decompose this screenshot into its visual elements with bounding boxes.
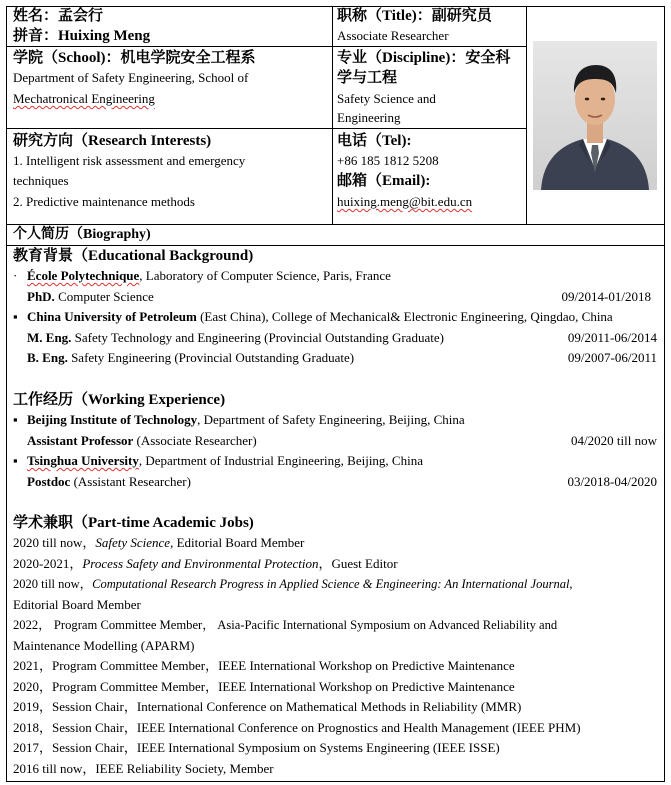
col-divider-1 xyxy=(332,6,333,224)
work-heading: 工作经历（Working Experience) xyxy=(13,392,226,408)
discipline-english-1: Safety Science and xyxy=(337,91,436,106)
col-divider-2 xyxy=(526,6,527,224)
name-line: 姓名：孟会行 xyxy=(13,8,104,24)
research-item-2: 2. Predictive maintenance methods xyxy=(13,194,195,209)
edu-1-degree: PhD. Computer Science xyxy=(27,289,154,304)
work-1-line: ▪ Beijing Institute of Technology, Department of Safety Engineering, Beijing, China xyxy=(13,412,465,427)
email-label: 邮箱（Email): xyxy=(337,173,431,189)
edu-1-date: 09/2014-01/2018 xyxy=(561,289,651,304)
edu-1-line: · École Polytechnique, Laboratory of Computer Science, Paris, France xyxy=(13,268,391,283)
edu-2-degree: M. Eng. Safety Technology and Engineering (Provincial Outstanding Graduate) xyxy=(27,330,444,345)
discipline-english-2: Engineering xyxy=(337,110,401,125)
work-2-line: ▪ Tsinghua University, Department of Industrial Engineering, Beijing, China xyxy=(13,453,423,468)
job-1: 2020 till now，Safety Science, Editorial Board Member xyxy=(13,535,305,550)
job-4: 2022， Program Committee Member， Asia-Pacific International Symposium on Advanced Reliability and xyxy=(13,618,558,632)
title-line: 职称（Title)：副研究员 xyxy=(337,8,492,24)
pinyin-line: 拼音：Huixing Meng xyxy=(13,28,151,44)
job-4-line-2: Maintenance Modelling (APARM) xyxy=(13,638,195,653)
tel-label: 电话（Tel): xyxy=(337,133,412,149)
biography-heading: 个人简历（Biography) xyxy=(13,227,151,242)
edu-2-line: ▪ China University of Petroleum (East China), College of Mechanical& Electronic Engineering, Qingdao, China xyxy=(13,309,613,324)
discipline-line-2: 学与工程 xyxy=(337,70,398,86)
job-6: 2020，Program Committee Member，IEEE International Workshop on Predictive Maintenance xyxy=(13,679,515,694)
job-8: 2018，Session Chair，IEEE International Conference on Prognostics and Health Management (IEEE PHM) xyxy=(13,720,581,735)
school-english-2: Mechatronical Engineering xyxy=(13,91,155,106)
research-item-1a: 1. Intelligent risk assessment and emergency xyxy=(13,153,246,168)
tel-value: +86 185 1812 5208 xyxy=(337,153,439,168)
work-1-role: Assistant Professor (Associate Researcher) xyxy=(27,433,257,448)
work-2-role: Postdoc (Assistant Researcher) xyxy=(27,474,191,489)
research-heading: 研究方向（Research Interests) xyxy=(13,133,212,149)
portrait-illustration xyxy=(533,41,657,190)
job-3: 2020 till now，Computational Research Progress in Applied Science & Engineering: An International Journal, xyxy=(13,577,573,591)
job-2: 2020-2021，Process Safety and Environmental Protection，Guest Editor xyxy=(13,556,398,571)
title-english: Associate Researcher xyxy=(337,28,449,43)
portrait-photo xyxy=(533,41,657,190)
row-divider-1 xyxy=(6,46,526,47)
job-9: 2017，Session Chair，IEEE International Symposium on Systems Engineering (IEEE ISSE) xyxy=(13,740,500,755)
job-3-line-2: Editorial Board Member xyxy=(13,597,141,612)
work-1-date: 04/2020 till now xyxy=(571,433,657,448)
school-line: 学院（School)：机电学院安全工程系 xyxy=(13,50,256,66)
edu-3-date: 09/2007-06/2011 xyxy=(567,350,657,365)
jobs-heading: 学术兼职（Part-time Academic Jobs) xyxy=(13,515,254,531)
research-item-1b: techniques xyxy=(13,173,69,188)
education-heading: 教育背景（Educational Background) xyxy=(13,248,254,264)
job-5: 2021，Program Committee Member，IEEE International Workshop on Predictive Maintenance xyxy=(13,658,515,673)
job-10: 2016 till now，IEEE Reliability Society, Member xyxy=(13,761,274,776)
school-english-1: Department of Safety Engineering, School of xyxy=(13,70,249,85)
work-2-date: 03/2018-04/2020 xyxy=(567,474,657,489)
edu-2-date: 09/2011-06/2014 xyxy=(567,330,657,345)
row-divider-2 xyxy=(6,128,526,129)
job-7: 2019，Session Chair，International Conference on Mathematical Methods in Reliability (MMR) xyxy=(13,699,522,714)
edu-3-degree: B. Eng. Safety Engineering (Provincial Outstanding Graduate) xyxy=(27,350,355,365)
discipline-line-1: 专业（Discipline)：安全科 xyxy=(337,50,511,66)
email-link[interactable]: huixing.meng@bit.edu.cn xyxy=(337,194,473,209)
